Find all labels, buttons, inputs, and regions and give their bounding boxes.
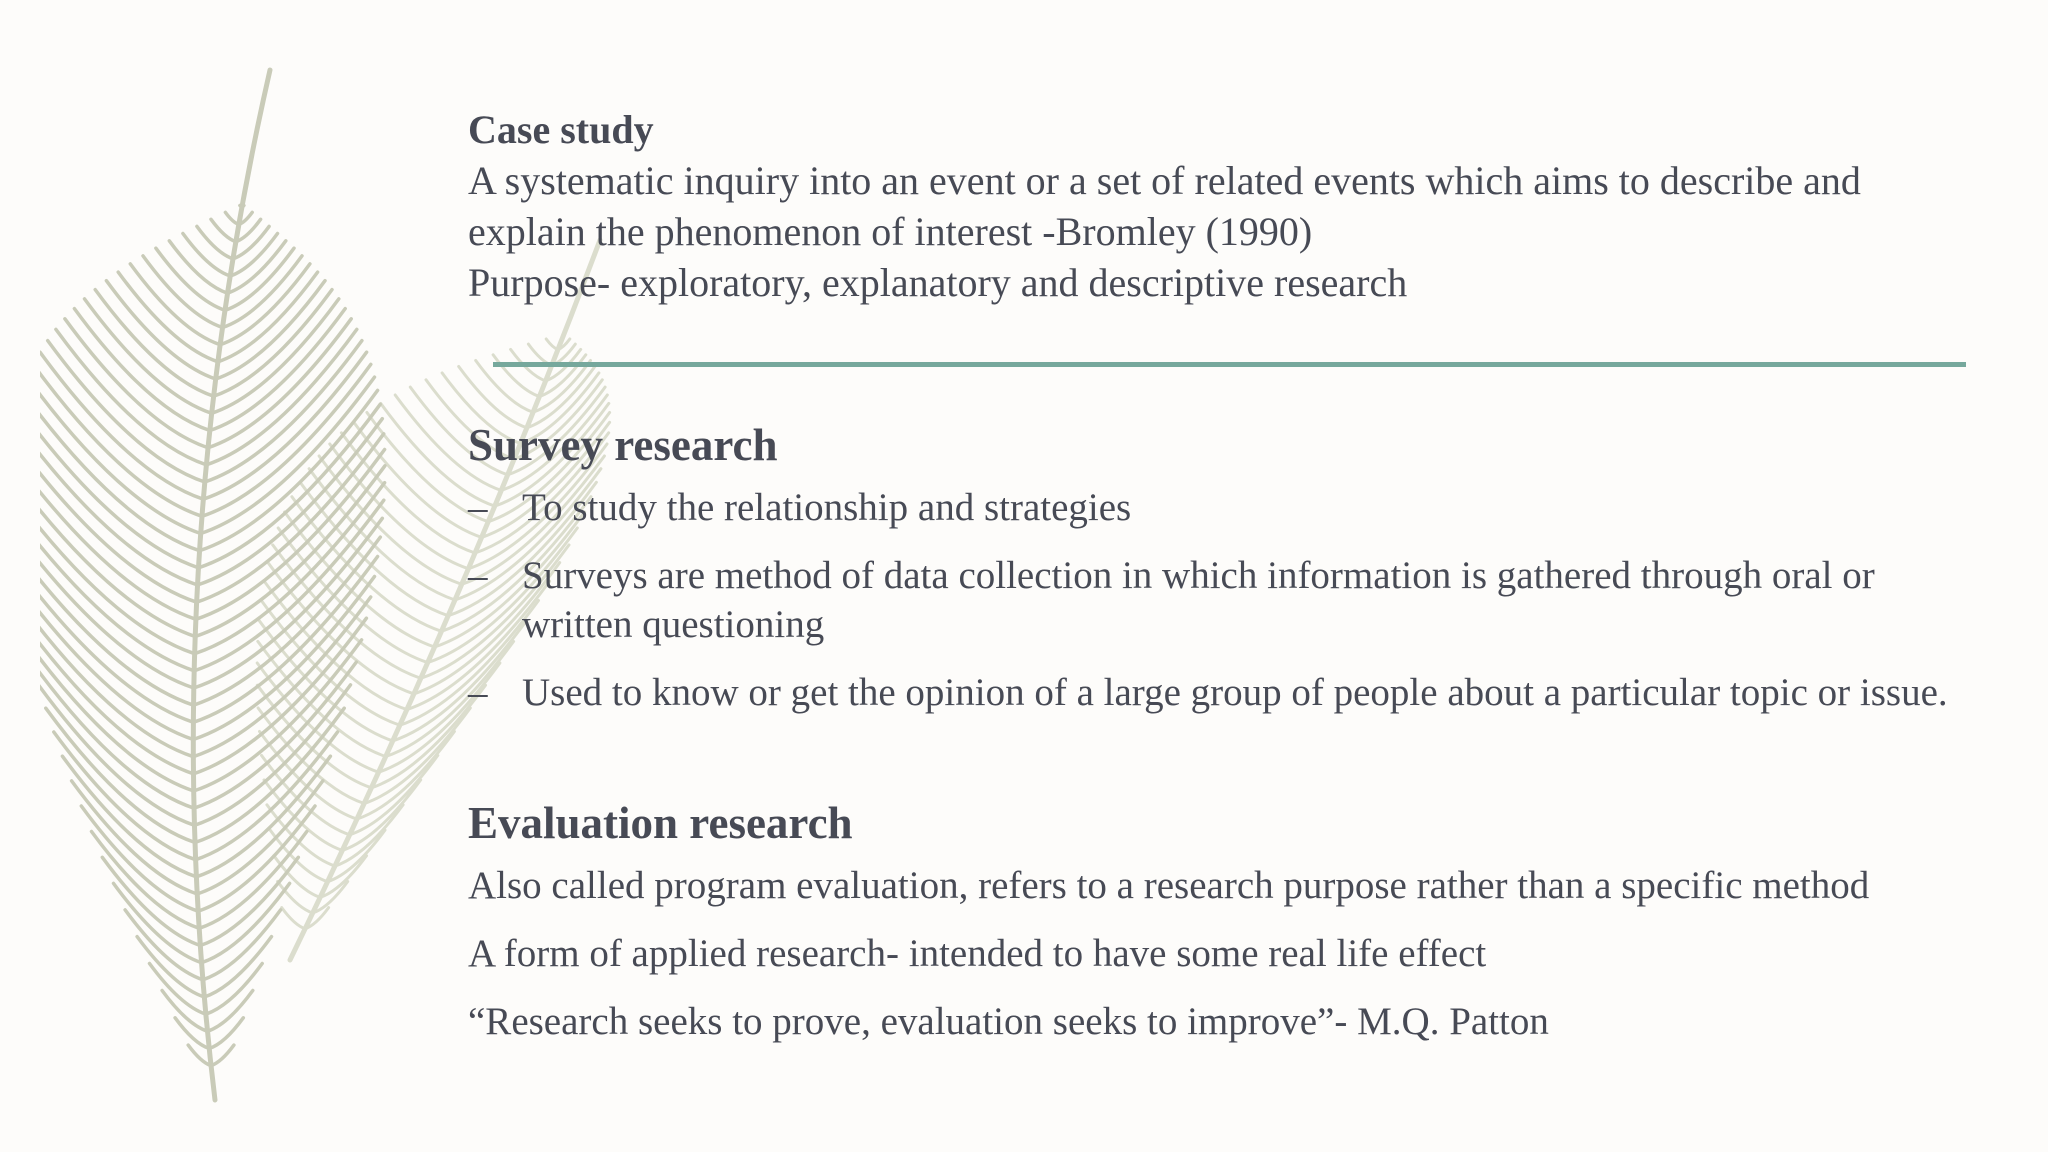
dash-bullet-icon: – — [468, 554, 488, 597]
list-item — [468, 483, 1988, 532]
case-study-line-1: A systematic inquiry into an event or a set of related events which aims to describe and — [468, 158, 1861, 203]
case-study-line-3: Purpose- exploratory, explanatory and descriptive research — [468, 260, 1408, 305]
list-item: “Research seeks to prove, evaluation seeks to improve”- M.Q. Patton — [468, 1000, 1549, 1043]
list-item: Also called program evaluation, refers to a research purpose rather than a specific method — [468, 864, 1870, 907]
case-study-section — [468, 105, 1988, 308]
bullet-text: Used to know or get the opinion of a large group of people about a particular topic or issue. — [522, 671, 1948, 714]
list-item — [468, 551, 1988, 649]
evaluation-research-section — [468, 793, 1988, 1065]
bullet-text: Surveys are method of data collection in which information is gathered through oral or written questioning — [522, 554, 1875, 646]
section-divider — [493, 362, 1966, 367]
evaluation-line-list — [468, 861, 1988, 1046]
survey-research-heading: Survey research — [468, 420, 778, 470]
evaluation-research-heading: Evaluation research — [468, 798, 853, 848]
list-item — [468, 668, 1988, 717]
case-study-line-2: explain the phenomenon of interest -Bromley (1990) — [468, 209, 1313, 254]
bullet-text: To study the relationship and strategies — [522, 486, 1132, 529]
survey-bullet-list — [468, 483, 1988, 717]
case-study-heading: Case study — [468, 107, 654, 152]
list-item: A form of applied research- intended to have some real life effect — [468, 932, 1487, 975]
dash-bullet-icon: – — [468, 486, 488, 529]
survey-research-section — [468, 415, 1988, 736]
dash-bullet-icon: – — [468, 671, 488, 714]
